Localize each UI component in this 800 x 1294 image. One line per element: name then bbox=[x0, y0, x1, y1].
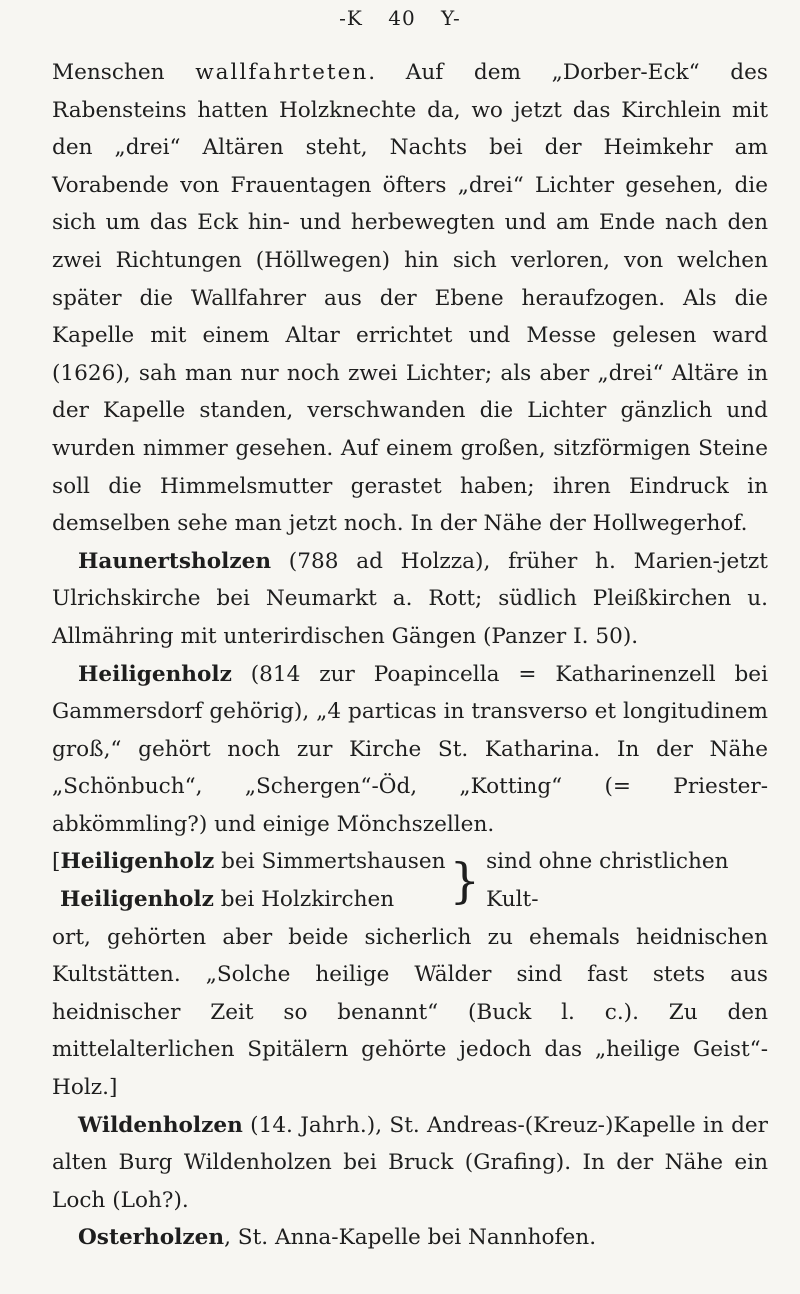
entry-text: (814 zur Poapincella = Katharinenzell bei Gammersdorf gehörig), „4 particas in transverso et longitudinem groß,“ gehört noch zur Kirche St. Katharina. In der Nähe „Schönbuch“, „Schergen“-Öd, „Kotting“ (= Priester-abkömmling?) und einige Mönchszellen. bbox=[52, 661, 768, 837]
header-ornament-left: -K bbox=[339, 6, 363, 30]
entry-text: sind ohne christlichen Kult- bbox=[486, 849, 729, 913]
emphasized-word: wallfahrteten bbox=[195, 60, 369, 85]
entry-osterholzen bbox=[52, 1219, 768, 1257]
header-ornament-right: Y- bbox=[441, 6, 461, 30]
entry-text: , St. Anna-Kapelle bei Nannhofen. bbox=[224, 1225, 597, 1251]
entry-text: (788 ad Holzza), früher h. Marien-jetzt Ulrichskirche bei Neumarkt a. Rott; südlich Pleißkirchen u. Allmähring mit unterirdischen Gängen (Panzer I. 50). bbox=[52, 548, 768, 649]
page-number: 40 bbox=[388, 6, 416, 30]
entry-line-2 bbox=[52, 881, 446, 919]
entry-text: bei Holzkirchen bbox=[213, 887, 395, 913]
entry-keyword: Heiligenholz bbox=[60, 887, 214, 913]
entry-keyword: Heiligenholz bbox=[60, 849, 215, 875]
entry-keyword: Haunertsholzen bbox=[78, 548, 272, 574]
entry-keyword: Heiligenholz bbox=[78, 661, 232, 687]
entry-line-1 bbox=[52, 843, 446, 881]
entry-keyword: Wildenholzen bbox=[78, 1112, 243, 1138]
entry-bracketed-group bbox=[52, 843, 768, 918]
entry-text: (14. Jahrh.), St. Andreas-(Kreuz-)Kapelle in der alten Burg Wildenholzen bei Bruck (Grafing). In der Nähe ein Loch (Loh?). bbox=[52, 1112, 768, 1213]
page-header bbox=[0, 6, 800, 30]
bracket-open: [ bbox=[52, 849, 61, 875]
paragraph-rabenstein bbox=[52, 54, 768, 543]
entry-heiligenholz bbox=[52, 656, 768, 844]
paragraph-text: . Auf dem „Dorber-Eck“ des Rabensteins hatten Holzknechte da, wo jetzt das Kirchlein mit den „drei“ Altären steht, Nachts bei der Heimkehr am Vorabende von Frauentagen öfters „drei“ Lichter gesehen, die sich um das Eck hin- und herbewegten und am Ende nach den zwei Richtungen (Höllwegen) hin sich verloren, von welchen später die Wallfahrer aus der Ebene heraufzogen. Als die Kapelle mit einem Altar errichtet und Messe gelesen ward (1626), sah man nur noch zwei Lichter; als aber „drei“ Altäre in der Kapelle standen, verschwanden die Lichter gänzlich und wurden nimmer gesehen. Auf einem großen, sitzförmigen Steine soll die Himmelsmutter gerastet haben; ihren Eindruck in demselben sehe man jetzt noch. In der Nähe der Hollwegerhof. bbox=[52, 60, 768, 537]
entry-continuation: ort, gehörten aber beide sicherlich zu ehemals heidnischen Kultstätten. „Solche heilige Wälder sind fast stets aus heidnischer Zeit so benannt“ (Buck l. c.). Zu den mittelalterlichen Spitälern gehörte jedoch das „heilige Geist“-Holz.] bbox=[52, 924, 768, 1101]
body-text bbox=[52, 54, 768, 1257]
grouping-brace: } bbox=[449, 853, 481, 910]
entry-text: bei Simmertshausen bbox=[214, 849, 446, 875]
paragraph-text: Menschen bbox=[52, 60, 196, 85]
entry-haunertsholzen bbox=[52, 543, 768, 656]
bracket-entries bbox=[52, 843, 446, 918]
entry-keyword: Osterholzen bbox=[78, 1225, 225, 1251]
entry-wildenholzen bbox=[52, 1107, 768, 1220]
